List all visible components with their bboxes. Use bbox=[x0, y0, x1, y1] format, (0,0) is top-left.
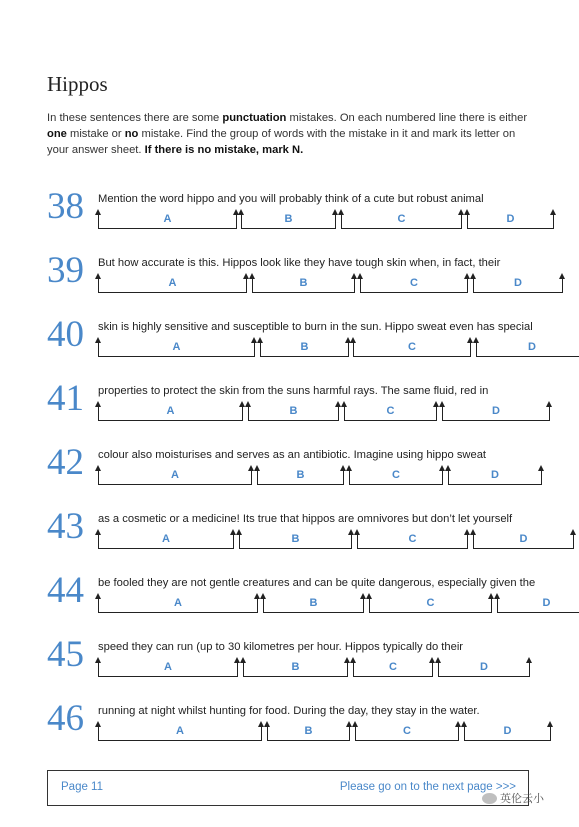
question-40 bbox=[47, 314, 557, 370]
segment-markers bbox=[47, 576, 557, 626]
segment-line bbox=[344, 420, 437, 421]
question-number: 44 bbox=[47, 570, 84, 611]
segment-d[interactable] bbox=[467, 211, 554, 229]
page-footer bbox=[47, 770, 529, 806]
question-46 bbox=[47, 698, 557, 754]
watermark-text: 英伦云小 bbox=[500, 793, 544, 805]
segment-label: D bbox=[506, 213, 515, 225]
segment-label: C bbox=[397, 213, 406, 225]
segment-label: B bbox=[291, 533, 300, 545]
segment-label: C bbox=[386, 405, 395, 417]
segment-d[interactable] bbox=[448, 467, 542, 485]
segment-c[interactable] bbox=[357, 531, 468, 549]
segment-line bbox=[369, 612, 492, 613]
segment-a[interactable] bbox=[98, 467, 252, 485]
question-number: 39 bbox=[47, 250, 84, 291]
segment-label: B bbox=[291, 661, 300, 673]
segment-d[interactable] bbox=[464, 723, 551, 741]
segment-label: B bbox=[304, 725, 313, 737]
question-sentence: be fooled they are not gentle creatures and can be quite dangerous, especially given the bbox=[98, 577, 536, 589]
question-sentence: colour also moisturises and serves as an antibiotic. Imagine using hippo sweat bbox=[98, 449, 487, 461]
segment-b[interactable] bbox=[263, 595, 364, 613]
segment-label: C bbox=[403, 725, 411, 737]
segment-line bbox=[98, 548, 234, 549]
segment-line bbox=[497, 612, 579, 613]
segment-d[interactable] bbox=[473, 275, 563, 293]
segment-a[interactable] bbox=[98, 531, 234, 549]
segment-b[interactable] bbox=[260, 339, 349, 357]
segment-markers bbox=[47, 704, 557, 754]
segment-line bbox=[252, 292, 355, 293]
segment-line bbox=[357, 548, 468, 549]
question-44 bbox=[47, 570, 557, 626]
segment-line bbox=[438, 676, 530, 677]
segment-c[interactable] bbox=[341, 211, 462, 229]
question-number: 45 bbox=[47, 634, 84, 675]
segment-d[interactable] bbox=[473, 531, 574, 549]
question-38 bbox=[47, 186, 557, 242]
question-sentence: properties to protect the skin from the suns harmful rays. The same fluid, red in bbox=[98, 385, 489, 397]
segment-a[interactable] bbox=[98, 595, 258, 613]
segment-label: C bbox=[410, 277, 418, 289]
segment-label: A bbox=[162, 533, 170, 545]
watermark bbox=[482, 790, 544, 806]
instructions-text-3: mistake or bbox=[66, 128, 125, 140]
segment-markers bbox=[47, 320, 557, 370]
segment-a[interactable] bbox=[98, 275, 247, 293]
question-sentence: Mention the word hippo and you will probably think of a cute but robust animal bbox=[98, 193, 484, 205]
next-page-link[interactable]: Please go on to the next page >>> bbox=[339, 781, 516, 793]
segment-label: C bbox=[389, 661, 397, 673]
instructions-bold-mark-n: If there is no mistake, mark N. bbox=[144, 144, 304, 156]
segment-b[interactable] bbox=[267, 723, 350, 741]
segment-label: A bbox=[174, 597, 182, 609]
segment-b[interactable] bbox=[241, 211, 336, 229]
instructions-text-4: mistake. Find the group of words with the mistake in it and mark its letter on your answer sheet. bbox=[47, 128, 516, 156]
segment-label: D bbox=[503, 725, 512, 737]
segment-label: B bbox=[289, 405, 298, 417]
segment-b[interactable] bbox=[252, 275, 355, 293]
page-title: Hippos bbox=[47, 72, 108, 96]
segment-markers bbox=[47, 640, 557, 690]
segment-label: A bbox=[176, 725, 184, 737]
segment-line bbox=[448, 484, 542, 485]
segment-c[interactable] bbox=[353, 339, 471, 357]
segment-label: D bbox=[480, 661, 488, 673]
segment-markers bbox=[47, 512, 557, 562]
segment-line bbox=[476, 356, 579, 357]
instructions-bold-no: no bbox=[124, 128, 139, 140]
segment-line bbox=[98, 484, 252, 485]
segment-label: C bbox=[392, 469, 400, 481]
segment-label: C bbox=[408, 533, 417, 545]
question-sentence: speed they can run (up to 30 kilometres per hour. Hippos typically do their bbox=[98, 641, 464, 653]
segment-label: B bbox=[300, 341, 309, 353]
segment-c[interactable] bbox=[344, 403, 437, 421]
question-number: 43 bbox=[47, 506, 84, 547]
instructions-bold-one: one bbox=[47, 128, 67, 140]
segment-b[interactable] bbox=[257, 467, 344, 485]
segment-label: D bbox=[542, 597, 551, 609]
segment-c[interactable] bbox=[353, 659, 433, 677]
segment-d[interactable] bbox=[497, 595, 579, 613]
segment-label: B bbox=[284, 213, 293, 225]
segment-a[interactable] bbox=[98, 723, 262, 741]
question-number: 38 bbox=[47, 186, 84, 227]
segment-line bbox=[239, 548, 352, 549]
segment-line bbox=[98, 292, 247, 293]
segment-a[interactable] bbox=[98, 339, 255, 357]
segment-line bbox=[263, 612, 364, 613]
segment-b[interactable] bbox=[239, 531, 352, 549]
segment-line bbox=[353, 356, 471, 357]
instructions-text-1: In these sentences there are some bbox=[47, 112, 223, 124]
segment-a[interactable] bbox=[98, 211, 237, 229]
question-45 bbox=[47, 634, 557, 690]
segment-line bbox=[473, 548, 574, 549]
segment-a[interactable] bbox=[98, 403, 243, 421]
question-number: 42 bbox=[47, 442, 84, 483]
segment-label: C bbox=[426, 597, 435, 609]
question-41 bbox=[47, 378, 557, 434]
instructions-text-2: mistakes. On each numbered line there is either bbox=[286, 112, 528, 124]
segment-line bbox=[257, 484, 344, 485]
segment-label: A bbox=[172, 341, 181, 353]
segment-label: B bbox=[299, 277, 308, 289]
segment-line bbox=[98, 612, 258, 613]
question-sentence: But how accurate is this. Hippos look like they have tough skin when, in fact, their bbox=[98, 257, 501, 269]
segment-line bbox=[98, 676, 238, 677]
segment-d[interactable] bbox=[476, 339, 579, 357]
question-sentence: skin is highly sensitive and susceptible to burn in the sun. Hippo sweat even has special bbox=[98, 321, 533, 333]
segment-markers bbox=[47, 448, 557, 498]
segment-markers bbox=[47, 256, 557, 306]
chat-bubble-icon bbox=[482, 793, 497, 804]
segment-label: B bbox=[309, 597, 318, 609]
question-number: 41 bbox=[47, 378, 84, 419]
segment-markers bbox=[47, 192, 557, 242]
segment-label: A bbox=[163, 213, 172, 225]
page-number: Page 11 bbox=[61, 781, 103, 793]
question-sentence: running at night whilst hunting for food. During the day, they stay in the water. bbox=[98, 705, 480, 717]
segment-line bbox=[360, 292, 468, 293]
segment-line bbox=[98, 356, 255, 357]
segment-c[interactable] bbox=[360, 275, 468, 293]
segment-label: D bbox=[528, 341, 536, 353]
segment-b[interactable] bbox=[248, 403, 339, 421]
segment-d[interactable] bbox=[442, 403, 550, 421]
segment-line bbox=[355, 740, 459, 741]
segment-line bbox=[260, 356, 349, 357]
segment-label: B bbox=[296, 469, 305, 481]
segment-line bbox=[98, 228, 237, 229]
segment-d[interactable] bbox=[438, 659, 530, 677]
question-number: 40 bbox=[47, 314, 84, 355]
segment-markers bbox=[47, 384, 557, 434]
segment-line bbox=[467, 228, 554, 229]
instructions bbox=[47, 110, 537, 158]
segment-label: D bbox=[514, 277, 522, 289]
segment-line bbox=[341, 228, 462, 229]
segment-line bbox=[473, 292, 563, 293]
instructions-bold-punctuation: punctuation bbox=[222, 112, 287, 124]
segment-c[interactable] bbox=[349, 467, 443, 485]
segment-label: A bbox=[166, 405, 175, 417]
segment-line bbox=[267, 740, 350, 741]
segment-line bbox=[464, 740, 551, 741]
segment-line bbox=[98, 740, 262, 741]
segment-b[interactable] bbox=[243, 659, 348, 677]
segment-line bbox=[442, 420, 550, 421]
segment-label: D bbox=[492, 405, 500, 417]
segment-label: C bbox=[408, 341, 416, 353]
segment-c[interactable] bbox=[369, 595, 492, 613]
question-42 bbox=[47, 442, 557, 498]
segment-label: A bbox=[171, 469, 179, 481]
segment-label: D bbox=[519, 533, 528, 545]
segment-line bbox=[243, 676, 348, 677]
segment-line bbox=[98, 420, 243, 421]
segment-line bbox=[241, 228, 336, 229]
segment-a[interactable] bbox=[98, 659, 238, 677]
segment-c[interactable] bbox=[355, 723, 459, 741]
segment-label: A bbox=[164, 661, 172, 673]
segment-label: D bbox=[491, 469, 499, 481]
segment-line bbox=[353, 676, 433, 677]
question-sentence: as a cosmetic or a medicine! Its true that hippos are omnivores but don’t let yourself bbox=[98, 513, 513, 525]
segment-line bbox=[349, 484, 443, 485]
segment-line bbox=[248, 420, 339, 421]
segment-label: A bbox=[168, 277, 177, 289]
question-39 bbox=[47, 250, 557, 306]
question-number: 46 bbox=[47, 698, 84, 739]
question-43 bbox=[47, 506, 557, 562]
